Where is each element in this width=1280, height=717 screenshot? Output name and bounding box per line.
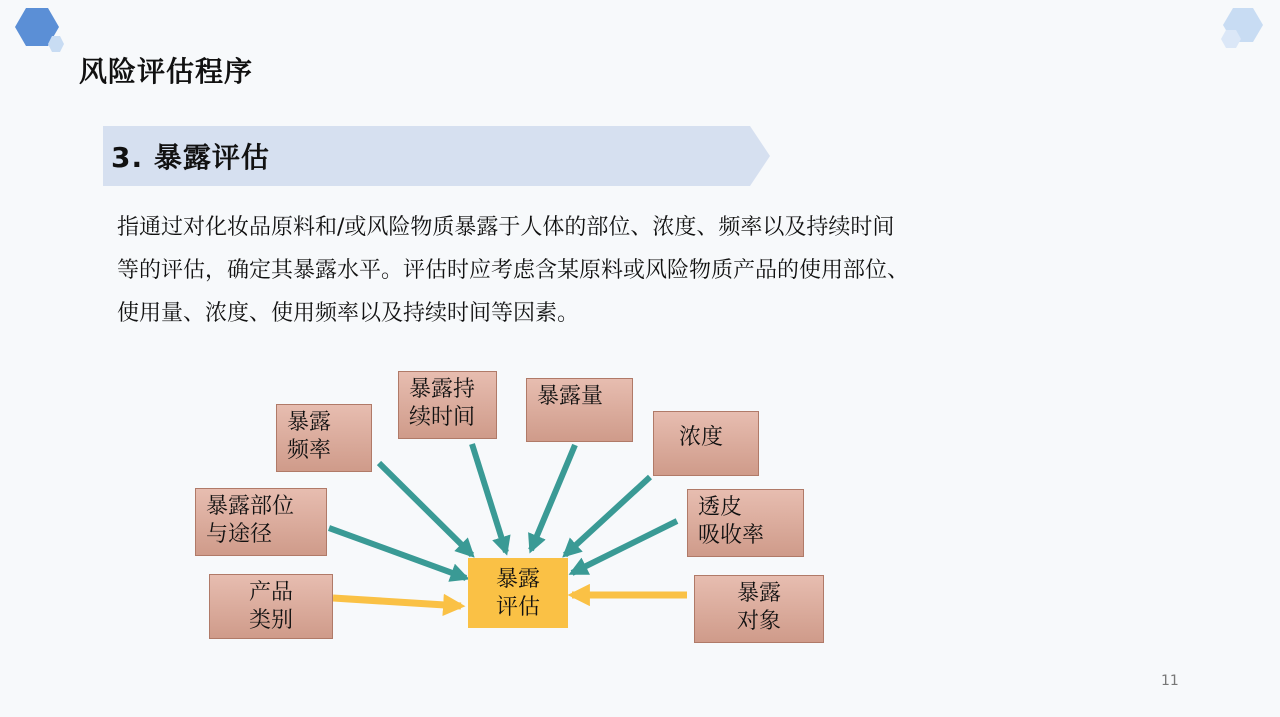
node-product-category-line2: 类别 bbox=[248, 608, 293, 633]
node-duration bbox=[398, 371, 497, 439]
node-exposed-subject bbox=[694, 575, 824, 643]
node-exposed-subject-line1: 暴露 bbox=[736, 581, 781, 606]
node-product-category bbox=[209, 574, 333, 639]
arrow-frequency bbox=[379, 463, 472, 555]
node-duration-line1: 暴露持 bbox=[409, 377, 476, 402]
body-line: 使用量、浓度、使用频率以及持续时间等因素。 bbox=[117, 301, 580, 326]
node-product-category-line1: 产品 bbox=[248, 580, 293, 605]
node-site-route-line2: 与途径 bbox=[206, 522, 273, 547]
node-skin-absorption-line1: 透皮 bbox=[698, 495, 743, 520]
page-number: 11 bbox=[1161, 673, 1179, 689]
node-frequency-line2: 频率 bbox=[287, 438, 332, 463]
node-exposure-assessment bbox=[468, 558, 568, 628]
arrow-skin-absorption bbox=[572, 521, 677, 573]
node-exposed-subject-line2: 对象 bbox=[736, 609, 781, 634]
arrow-amount bbox=[531, 445, 575, 550]
page-title: 风险评估程序 bbox=[79, 55, 254, 88]
section-title: 3. 暴露评估 bbox=[111, 141, 270, 174]
node-amount-line1: 暴露量 bbox=[537, 384, 604, 409]
body-line: 指通过对化妆品原料和/或风险物质暴露于人体的部位、浓度、频率以及持续时间 bbox=[117, 215, 895, 240]
node-concentration-line1: 浓度 bbox=[679, 425, 724, 450]
node-skin-absorption-line2: 吸收率 bbox=[698, 523, 765, 548]
arrow-duration bbox=[472, 444, 506, 552]
node-site-route bbox=[195, 488, 327, 556]
node-frequency bbox=[276, 404, 372, 472]
node-duration-line2: 续时间 bbox=[409, 405, 476, 430]
arrow-site-route bbox=[329, 528, 466, 578]
node-center-line1: 暴露 bbox=[495, 567, 540, 592]
node-site-route-line1: 暴露部位 bbox=[206, 494, 295, 519]
node-concentration bbox=[653, 411, 759, 476]
body-line: 等的评估，确定其暴露水平。评估时应考虑含某原料或风险物质产品的使用部位、 bbox=[117, 258, 910, 283]
arrow-product-category bbox=[333, 598, 461, 606]
node-skin-absorption bbox=[687, 489, 804, 557]
node-center-line2: 评估 bbox=[495, 595, 540, 620]
node-frequency-line1: 暴露 bbox=[287, 410, 332, 435]
node-amount bbox=[526, 378, 633, 442]
